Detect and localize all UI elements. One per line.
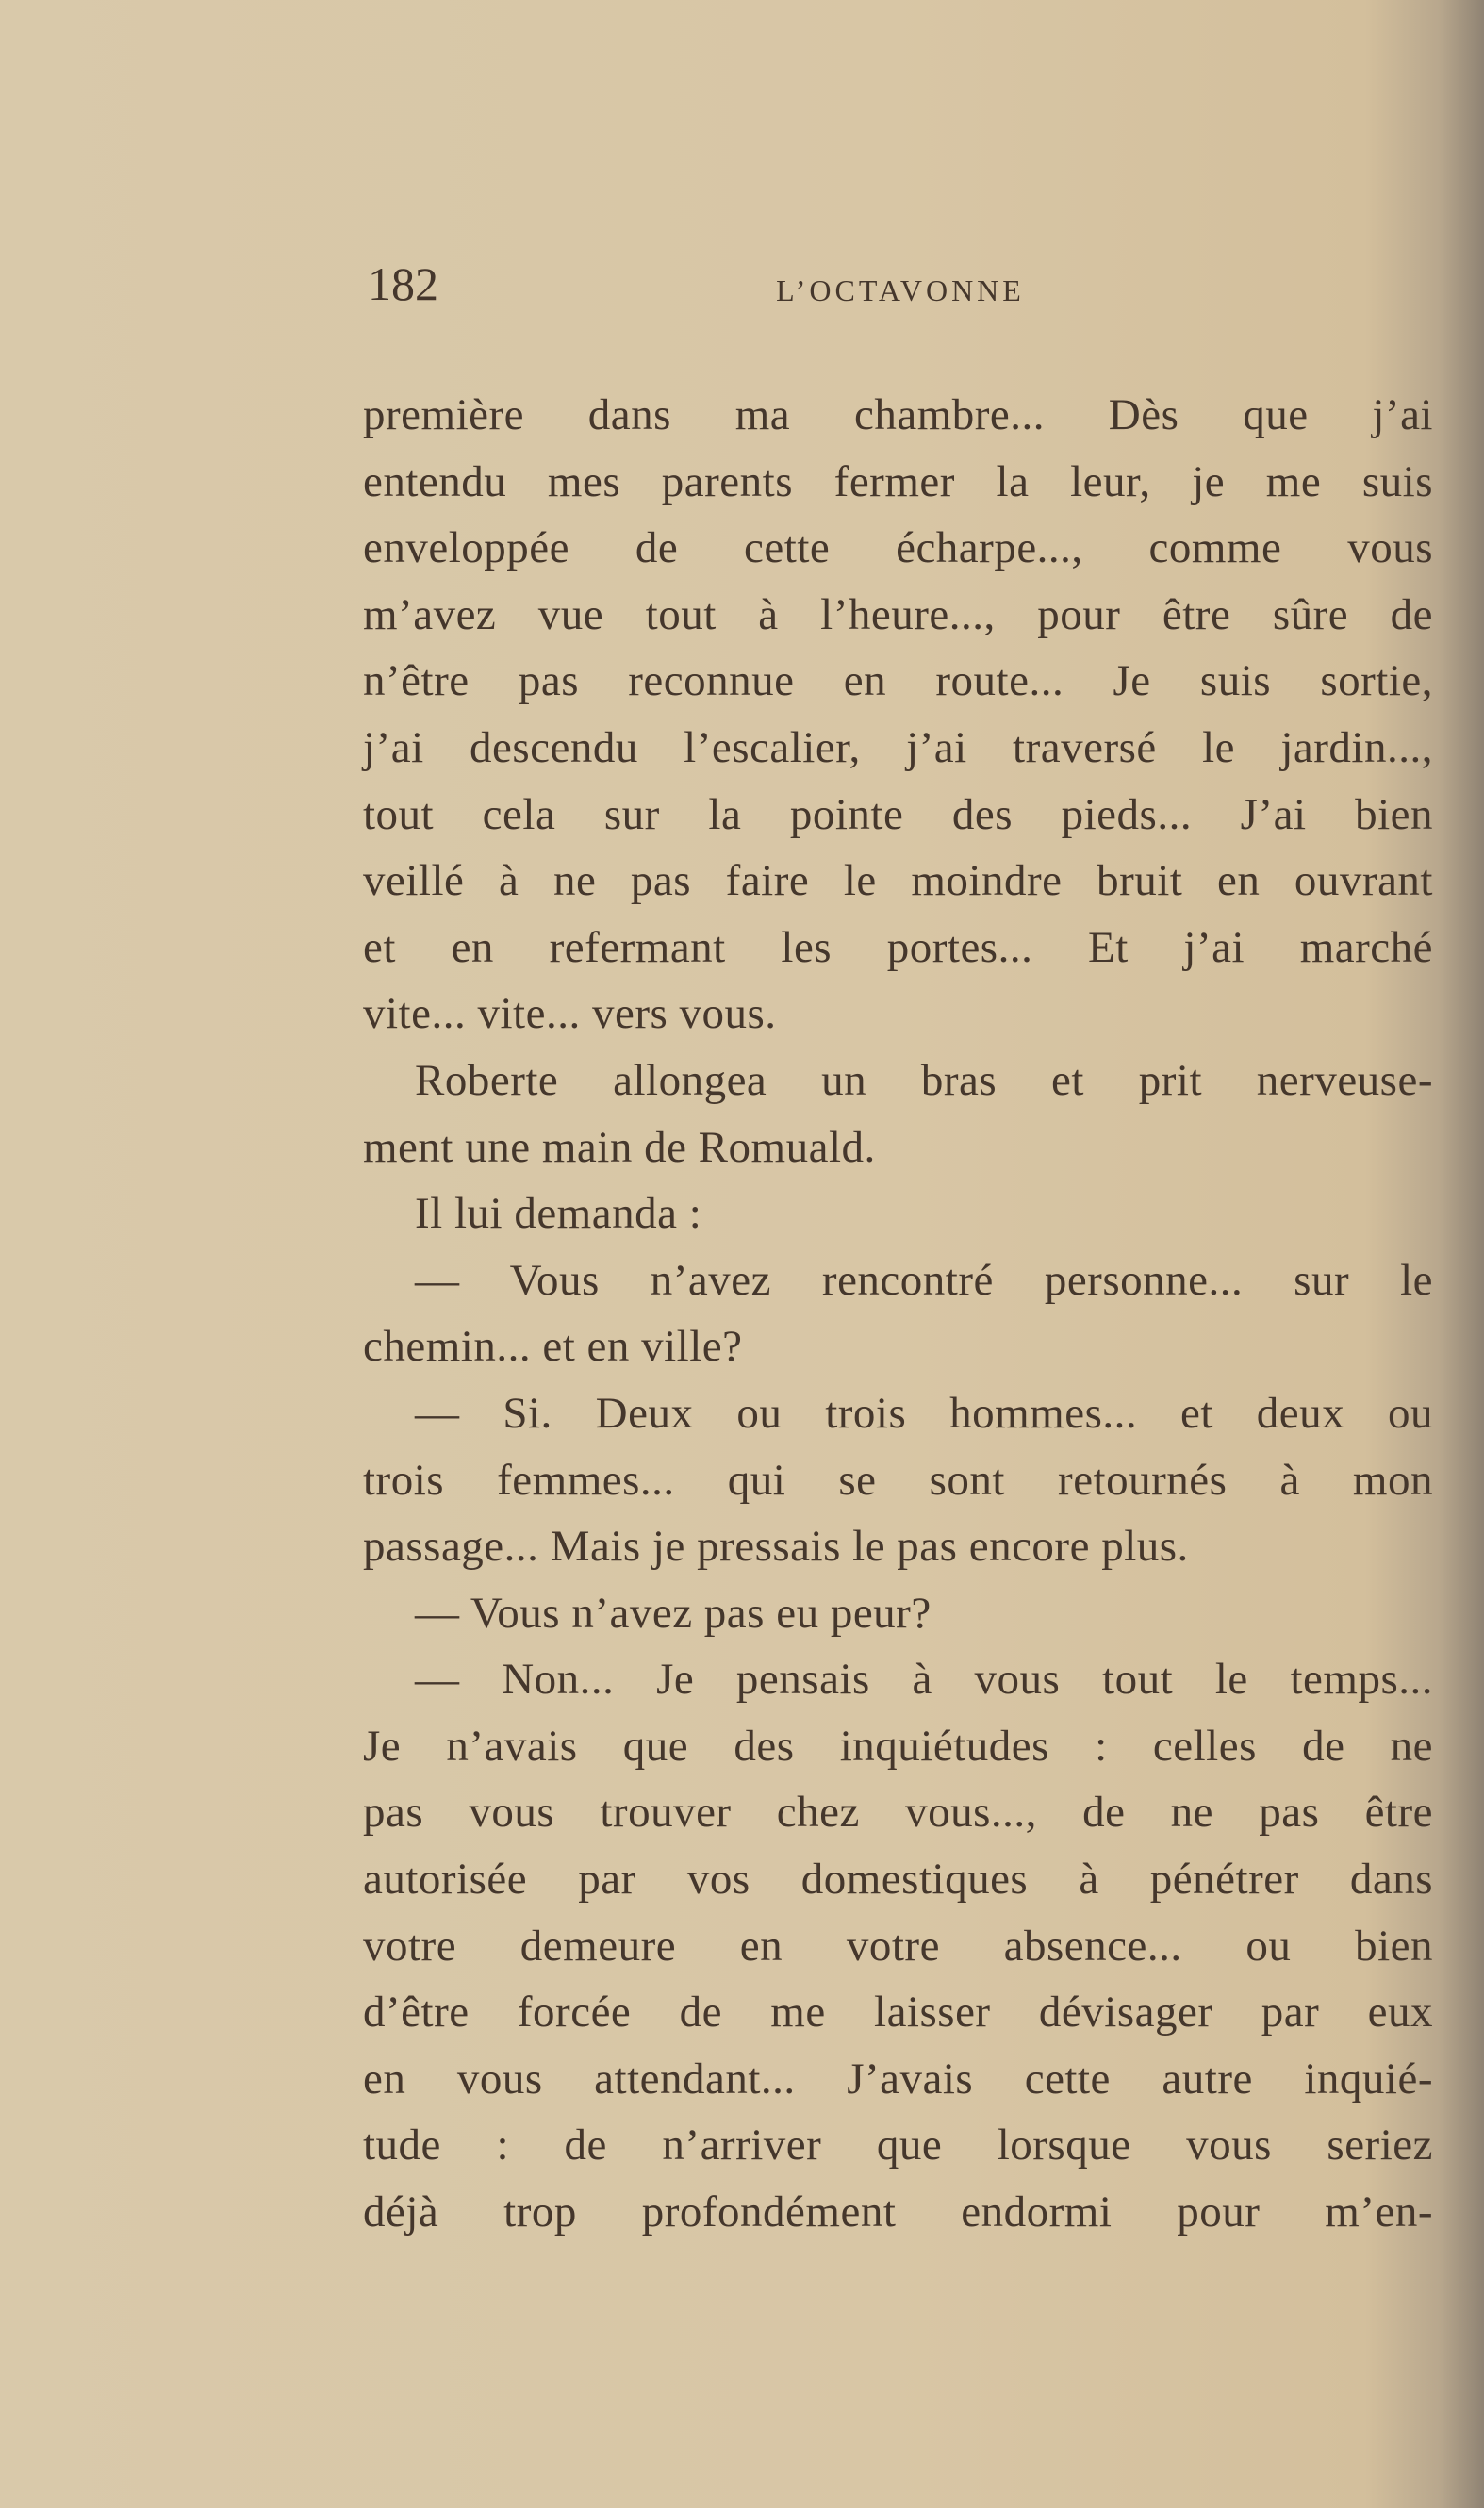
text-line: déjà trop profondément endormi pour m’en-: [363, 2187, 1433, 2237]
page-number: 182: [368, 257, 438, 310]
text-line: première dans ma chambre... Dès que j’ai: [363, 390, 1433, 439]
running-header: [368, 256, 1433, 313]
text-line: chemin... et en ville?: [363, 1322, 743, 1372]
text-line: passage... Mais je pressais le pas encore plus.: [363, 1522, 1189, 1572]
text-line: Il lui demanda :: [415, 1189, 702, 1239]
text-line: — Si. Deux ou trois hommes... et deux ou: [415, 1388, 1433, 1438]
running-title: L’OCTAVONNE: [776, 273, 1025, 307]
text-line: tude : de n’arriver que lorsque vous seriez: [363, 2120, 1433, 2170]
text-line: votre demeure en votre absence... ou bien: [363, 1921, 1433, 1971]
text-line: Roberte allongea un bras et prit nerveuse-: [415, 1055, 1433, 1105]
text-line: — Vous n’avez pas eu peur?: [415, 1588, 932, 1638]
text-line: veillé à ne pas faire le moindre bruit en ouvrant: [363, 856, 1433, 906]
text-line: ment une main de Romuald.: [363, 1122, 876, 1172]
text-line: — Vous n’avez rencontré personne... sur le: [415, 1255, 1433, 1305]
text-line: tout cela sur la pointe des pieds... J’ai bien: [363, 789, 1433, 839]
text-line: Je n’avais que des inquiétudes : celles de ne: [363, 1721, 1433, 1771]
text-line: d’être forcée de me laisser dévisager par eux: [363, 1988, 1433, 2038]
text-line: en vous attendant... J’avais cette autre inquié-: [363, 2054, 1433, 2104]
text-line: et en refermant les portes... Et j’ai marché: [363, 922, 1433, 972]
text-line: n’être pas reconnue en route... Je suis sortie,: [363, 656, 1433, 706]
text-line: autorisée par vos domestiques à pénétrer dans: [363, 1855, 1433, 1905]
text-line: pas vous trouver chez vous..., de ne pas être: [363, 1788, 1433, 1838]
text-line: j’ai descendu l’escalier, j’ai traversé le jardin...,: [363, 722, 1433, 772]
text-line: m’avez vue tout à l’heure..., pour être sûre de: [363, 589, 1433, 639]
text-line: vite... vite... vers vous.: [363, 989, 777, 1039]
text-line: enveloppée de cette écharpe..., comme vous: [363, 523, 1433, 573]
text-line: — Non... Je pensais à vous tout le temps...: [415, 1655, 1433, 1705]
page-body-text: [363, 382, 1433, 2246]
text-line: trois femmes... qui se sont retournés à mon: [363, 1455, 1433, 1505]
text-line: entendu mes parents fermer la leur, je me suis: [363, 456, 1433, 506]
